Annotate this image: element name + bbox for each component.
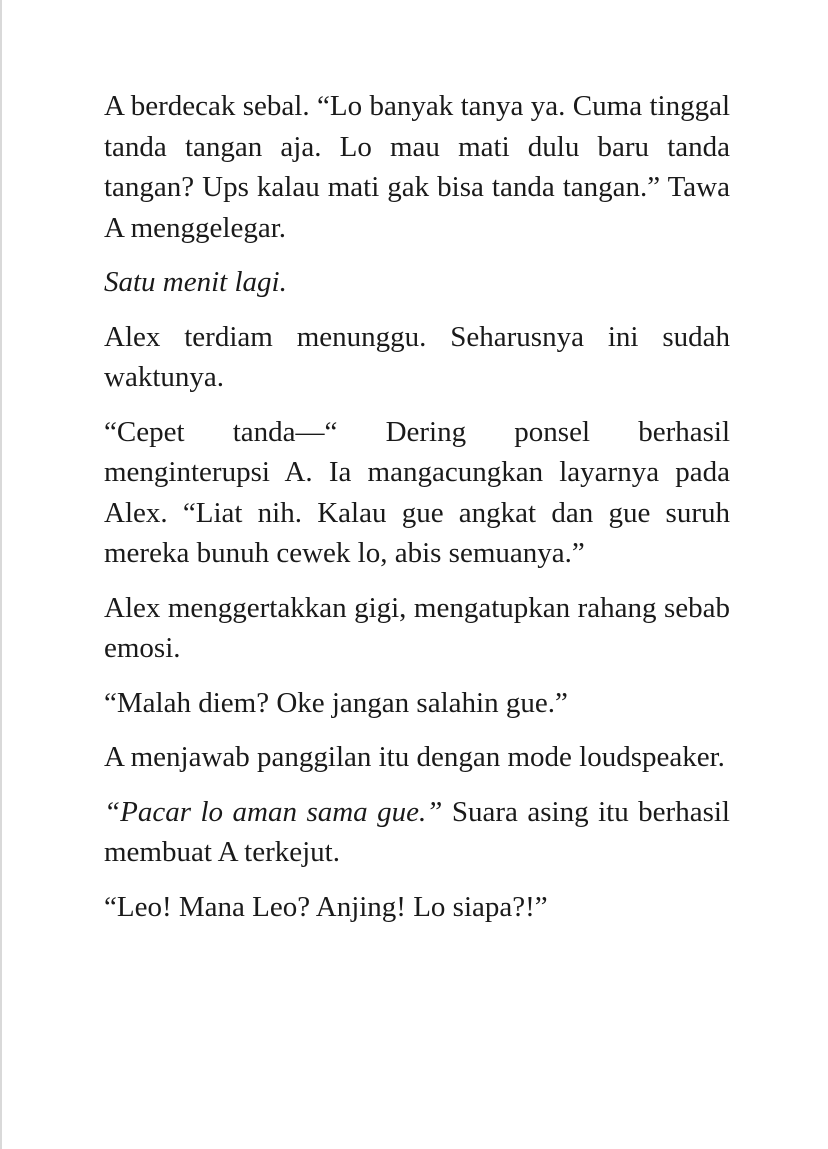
paragraph: A menjawab panggilan itu dengan mode loudspeaker. xyxy=(104,741,725,773)
paragraph: A berdecak sebal. “Lo banyak tanya ya. Cuma tinggal tanda tangan aja. Lo mau mati dulu baru tanda tangan? Ups kalau mati gak bisa tanda tangan.” Tawa A menggelegar. xyxy=(104,90,730,244)
page-text xyxy=(104,86,730,941)
paragraph: Alex terdiam menunggu. Seharusnya ini sudah waktunya. xyxy=(104,320,730,393)
paragraph: “Cepet tanda—“ Dering ponsel berhasil menginterupsi A. Ia mangacungkan layarnya pada Alex. “Liat nih. Kalau gue angkat dan gue suruh mereka bunuh cewek lo, abis semuanya.” xyxy=(104,415,730,569)
paragraph-mixed xyxy=(104,792,730,873)
paragraph: “Leo! Mana Leo? Anjing! Lo siapa?!” xyxy=(104,890,548,923)
paragraph: “Malah diem? Oke jangan salahin gue.” xyxy=(104,686,568,719)
italic-phone-voice: “Pacar lo aman sama gue.” xyxy=(104,795,443,828)
paragraph-rest: Suara asing itu berhasil membuat A terkejut. xyxy=(104,795,730,868)
paragraph: Alex menggertakkan gigi, mengatupkan rahang sebab emosi. xyxy=(104,591,730,664)
paragraph-italic-thought: Satu menit lagi. xyxy=(104,266,287,298)
